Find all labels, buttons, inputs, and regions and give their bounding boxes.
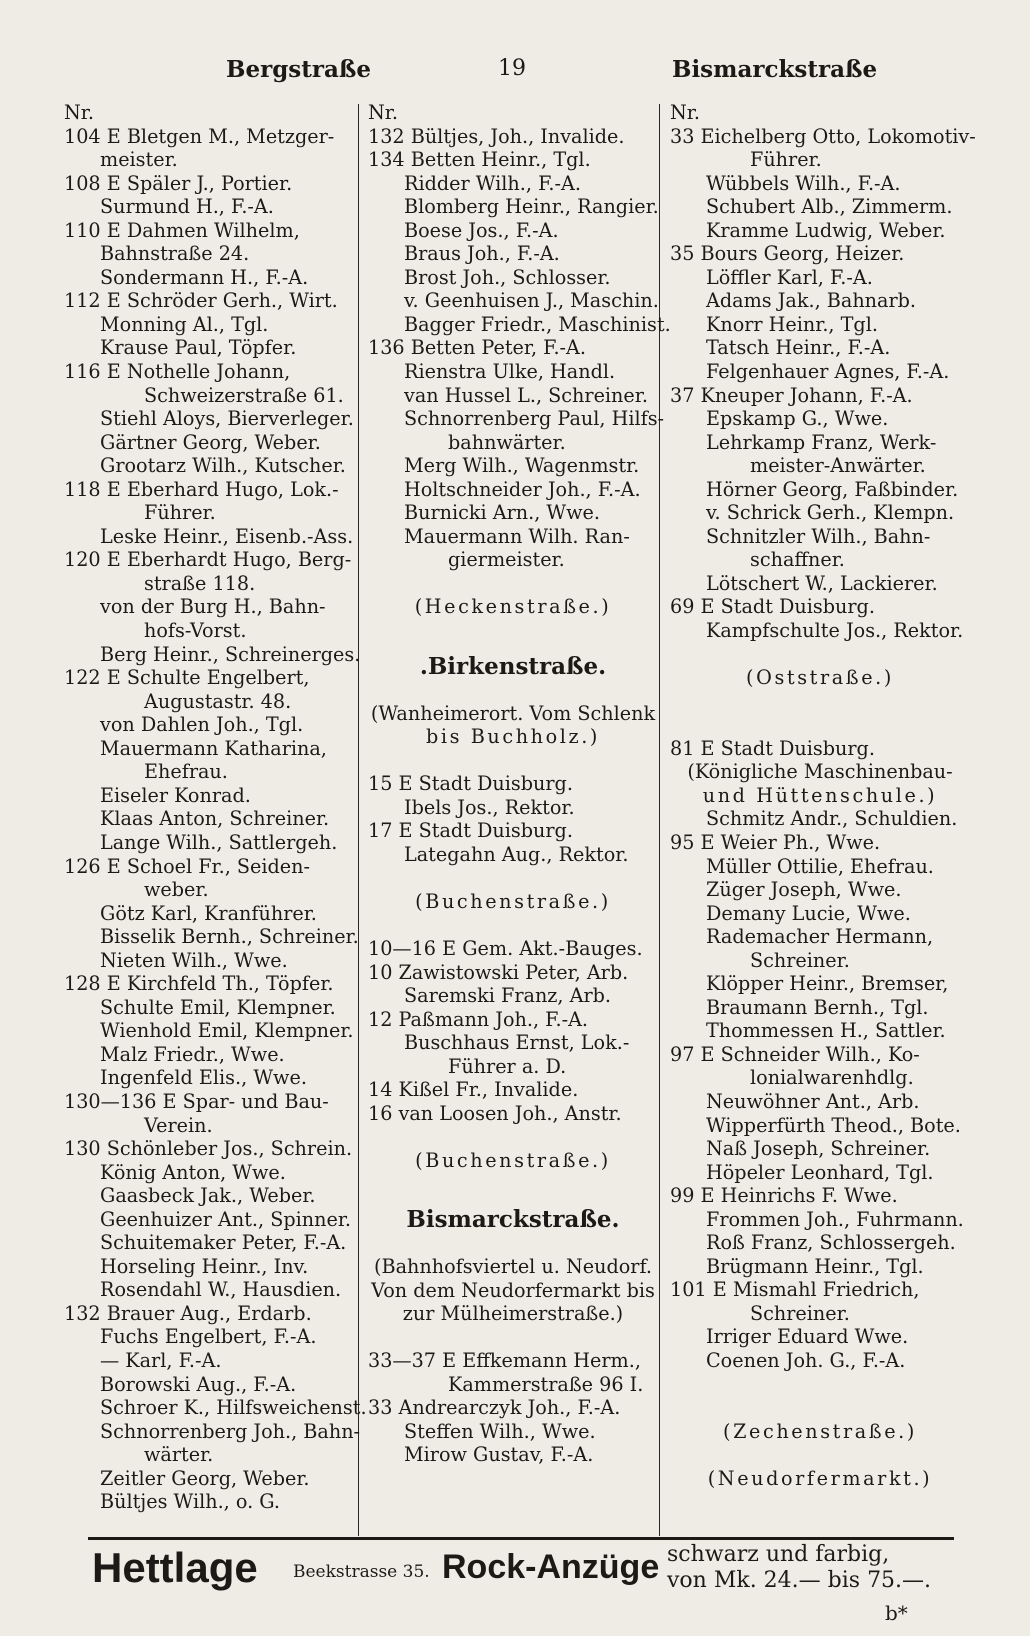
directory-entry: Wipperfürth Theod., Bote. bbox=[706, 1113, 961, 1137]
directory-entry: Gaasbeck Jak., Weber. bbox=[100, 1184, 316, 1208]
page-header bbox=[0, 56, 1030, 96]
section-note: Von dem Neudorfermarkt bis bbox=[371, 1278, 655, 1302]
spacer bbox=[670, 1396, 970, 1420]
directory-entry: 37 Kneuper Johann, F.-A. bbox=[670, 383, 913, 407]
spacer bbox=[368, 1173, 658, 1197]
directory-entry: Klaas Anton, Schreiner. bbox=[100, 807, 330, 831]
directory-entry: Krause Paul, Töpfer. bbox=[100, 336, 297, 360]
directory-entry: Roß Franz, Schlossergeh. bbox=[706, 1231, 956, 1255]
directory-entry: Ridder Wilh., F.-A. bbox=[404, 171, 581, 195]
directory-entry: 10 Zawistowski Peter, Arb. bbox=[368, 960, 629, 984]
directory-entry: Müller Ottilie, Ehefrau. bbox=[706, 854, 934, 878]
directory-entry: Geenhuizer Ant., Spinner. bbox=[100, 1207, 352, 1231]
directory-entry: 81 E Stadt Duisburg. bbox=[670, 736, 875, 760]
section-note: (Bahnhofsviertel u. Neudorf. bbox=[374, 1255, 652, 1279]
spacer bbox=[670, 1443, 970, 1467]
directory-entry: 104 E Bletgen M., Metzger- bbox=[64, 124, 335, 148]
directory-entry: 116 E Nothelle Johann, bbox=[64, 360, 291, 384]
directory-entry: Kramme Ludwig, Weber. bbox=[706, 218, 946, 242]
directory-entry: 99 E Heinrichs F. Wwe. bbox=[670, 1184, 898, 1208]
directory-entry: Saremski Franz, Arb. bbox=[404, 984, 612, 1008]
directory-entry: wärter. bbox=[144, 1443, 214, 1467]
spacer bbox=[368, 1125, 658, 1149]
directory-entry: Kammerstraße 96 I. bbox=[448, 1372, 644, 1396]
directory-entry: 35 Bours Georg, Heizer. bbox=[670, 242, 905, 266]
directory-entry: 128 E Kirchfeld Th., Töpfer. bbox=[64, 972, 334, 996]
directory-entry: 132 Bültjes, Joh., Invalide. bbox=[368, 124, 625, 148]
directory-entry: 12 Paßmann Joh., F.-A. bbox=[368, 1007, 589, 1031]
directory-entry: Sondermann H., F.-A. bbox=[100, 265, 309, 289]
section-note: zur Mülheimerstraße.) bbox=[402, 1302, 624, 1326]
directory-entry: van Hussel L., Schreiner. bbox=[404, 383, 648, 407]
directory-entry: Lategahn Aug., Rektor. bbox=[404, 842, 629, 866]
directory-entry: Brost Joh., Schlosser. bbox=[404, 265, 611, 289]
directory-entry: Nieten Wilh., Wwe. bbox=[100, 948, 288, 972]
directory-entry: Lange Wilh., Sattlergeh. bbox=[100, 830, 338, 854]
directory-entry: Zeitler Georg, Weber. bbox=[100, 1466, 310, 1490]
directory-entry: Ingenfeld Elis., Wwe. bbox=[100, 1066, 307, 1090]
directory-entry: Schulte Emil, Klempner. bbox=[100, 995, 336, 1019]
directory-entry: Höpeler Leonhard, Tgl. bbox=[706, 1160, 934, 1184]
directory-entry: Führer a. D. bbox=[448, 1054, 567, 1078]
section-note: (Neudorfermarkt.) bbox=[707, 1466, 933, 1490]
directory-entry: Tatsch Heinr., F.-A. bbox=[706, 336, 891, 360]
spacer bbox=[368, 749, 658, 773]
ad-brand: Hettlage bbox=[92, 1544, 258, 1591]
section-note: (Oststraße.) bbox=[746, 666, 894, 690]
directory-entry: Braumann Bernh., Tgl. bbox=[706, 995, 929, 1019]
directory-entry: Burnicki Arn., Wwe. bbox=[404, 501, 601, 525]
directory-entry: Lötschert W., Lackierer. bbox=[706, 571, 938, 595]
directory-entry: Grootarz Wilh., Kutscher. bbox=[100, 454, 346, 478]
directory-entry: 101 E Mismahl Friedrich, bbox=[670, 1278, 920, 1302]
directory-entry: Augustastr. 48. bbox=[144, 689, 292, 713]
spacer bbox=[368, 1326, 658, 1350]
directory-entry: Mauermann Katharina, bbox=[100, 736, 327, 760]
spacer bbox=[368, 619, 658, 643]
directory-entry: Rosendahl W., Hausdien. bbox=[100, 1278, 342, 1302]
directory-entry: hofs-Vorst. bbox=[144, 619, 247, 643]
directory-entry: Monning Al., Tgl. bbox=[100, 312, 269, 336]
directory-entry: 10—16 E Gem. Akt.-Bauges. bbox=[368, 937, 643, 961]
header-left-street: Bergstraße bbox=[226, 56, 371, 83]
directory-entry: 120 E Eberhardt Hugo, Berg- bbox=[64, 548, 352, 572]
street-heading: .Birkenstraße. bbox=[419, 652, 607, 680]
directory-entry: Schreiner. bbox=[750, 948, 850, 972]
directory-entry: Schnitzler Wilh., Bahn- bbox=[706, 524, 931, 548]
directory-entry: 122 E Schulte Engelbert, bbox=[64, 666, 310, 690]
directory-entry: Eiseler Konrad. bbox=[100, 783, 251, 807]
directory-entry: Boese Jos., F.-A. bbox=[404, 218, 559, 242]
directory-entry: Malz Friedr., Wwe. bbox=[100, 1042, 285, 1066]
directory-entry: Felgenhauer Agnes, F.-A. bbox=[706, 360, 950, 384]
directory-entry: Bisselik Bernh., Schreiner. bbox=[100, 925, 359, 949]
directory-entry: 17 E Stadt Duisburg. bbox=[368, 819, 573, 843]
ad-product: Rock-Anzüge bbox=[442, 1548, 660, 1586]
directory-entry: Braus Joh., F.-A. bbox=[404, 242, 560, 266]
directory-entry: 69 E Stadt Duisburg. bbox=[670, 595, 875, 619]
spacer bbox=[670, 690, 970, 714]
directory-entry: meister-Anwärter. bbox=[750, 454, 926, 478]
section-note: (Buchenstraße.) bbox=[415, 1148, 611, 1172]
directory-entry: Schuitemaker Peter, F.-A. bbox=[100, 1231, 347, 1255]
directory-entry: 110 E Dahmen Wilhelm, bbox=[64, 218, 300, 242]
directory-entry: Fuchs Engelbert, F.-A. bbox=[100, 1325, 317, 1349]
spacer bbox=[670, 1373, 970, 1397]
directory-entry: 95 E Weier Ph., Wwe. bbox=[670, 830, 881, 854]
directory-entry: Rademacher Hermann, bbox=[706, 925, 934, 949]
directory-entry: Gärtner Georg, Weber. bbox=[100, 430, 321, 454]
directory-entry: Brügmann Heinr., Tgl. bbox=[706, 1254, 924, 1278]
directory-entry: v. Geenhuisen J., Maschin. bbox=[404, 289, 659, 313]
directory-entry: 33—37 E Effkemann Herm., bbox=[368, 1349, 641, 1373]
spacer bbox=[670, 713, 970, 737]
ad-address: Beekstrasse 35. bbox=[293, 1562, 430, 1582]
directory-entry: Rienstra Ulke, Handl. bbox=[404, 360, 616, 384]
spacer bbox=[368, 866, 658, 890]
column-middle bbox=[368, 101, 671, 1467]
directory-entry: 33 Eichelberg Otto, Lokomotiv- bbox=[670, 124, 976, 148]
directory-entry: Surmund H., F.-A. bbox=[100, 195, 274, 219]
directory-entry: Adams Jak., Bahnarb. bbox=[706, 289, 917, 313]
directory-entry: Schroer K., Hilfsweichenst. bbox=[100, 1396, 367, 1420]
directory-entry: 15 E Stadt Duisburg. bbox=[368, 772, 573, 796]
street-heading: Bismarckstraße. bbox=[406, 1206, 620, 1234]
section-note: (Buchenstraße.) bbox=[415, 889, 611, 913]
column-right bbox=[670, 101, 976, 1490]
directory-entry: Knorr Heinr., Tgl. bbox=[706, 312, 878, 336]
directory-entry: 16 van Loosen Joh., Anstr. bbox=[368, 1101, 622, 1125]
section-note: und Hüttenschule.) bbox=[702, 783, 938, 807]
directory-entry: Mauermann Wilh. Ran- bbox=[404, 524, 630, 548]
directory-entry: 130 Schönleber Jos., Schrein. bbox=[64, 1137, 353, 1161]
directory-entry: Coenen Joh. G., F.-A. bbox=[706, 1348, 906, 1372]
printer-signature: b* bbox=[885, 1601, 908, 1625]
directory-entry: Nr. bbox=[670, 101, 700, 124]
directory-entry: Wienhold Emil, Klempner. bbox=[100, 1019, 354, 1043]
section-note: (Wanheimerort. Vom Schlenk bbox=[370, 701, 656, 725]
directory-entry: Wübbels Wilh., F.-A. bbox=[706, 171, 901, 195]
directory-entry: 14 Kißel Fr., Invalide. bbox=[368, 1078, 579, 1102]
directory-entry: Nr. bbox=[64, 101, 94, 124]
directory-entry: Buschhaus Ernst, Lok.- bbox=[404, 1031, 630, 1055]
directory-entry: von der Burg H., Bahn- bbox=[100, 595, 326, 619]
directory-entry: Schubert Alb., Zimmerm. bbox=[706, 195, 953, 219]
directory-entry: Thommessen H., Sattler. bbox=[706, 1019, 946, 1043]
section-note: bis Buchholz.) bbox=[425, 725, 601, 749]
column-divider bbox=[358, 104, 359, 1536]
directory-entry: Frommen Joh., Fuhrmann. bbox=[706, 1207, 964, 1231]
directory-entry: Irriger Eduard Wwe. bbox=[706, 1325, 909, 1349]
directory-entry: Horseling Heinr., Inv. bbox=[100, 1254, 309, 1278]
directory-entry: 97 E Schneider Wilh., Ko- bbox=[670, 1042, 920, 1066]
directory-entry: Mirow Gustav, F.-A. bbox=[404, 1443, 594, 1467]
directory-entry: Bültjes Wilh., o. G. bbox=[100, 1490, 281, 1514]
directory-entry: Kampfschulte Jos., Rektor. bbox=[706, 619, 964, 643]
directory-entry: Blomberg Heinr., Rangier. bbox=[404, 195, 659, 219]
advertisement bbox=[0, 1542, 1030, 1612]
directory-entry: Bahnstraße 24. bbox=[100, 242, 250, 266]
directory-entry: 33 Andrearczyk Joh., F.-A. bbox=[368, 1396, 621, 1420]
directory-entry: 134 Betten Heinr., Tgl. bbox=[368, 148, 591, 172]
directory-entry: 126 E Schoel Fr., Seiden- bbox=[64, 854, 311, 878]
directory-entry: von Dahlen Joh., Tgl. bbox=[100, 713, 304, 737]
directory-entry: Leske Heinr., Eisenb.-Ass. bbox=[100, 524, 354, 548]
section-note: (Zechenstraße.) bbox=[723, 1419, 917, 1443]
directory-entry: Ibels Jos., Rektor. bbox=[404, 795, 575, 819]
directory-entry: Nr. bbox=[368, 101, 398, 124]
directory-entry: Bagger Friedr., Maschinist. bbox=[404, 312, 671, 336]
directory-entry: Demany Lucie, Wwe. bbox=[706, 901, 911, 925]
directory-entry: Klöpper Heinr., Bremser, bbox=[706, 972, 949, 996]
spacer bbox=[670, 643, 970, 667]
directory-entry: Holtschneider Joh., F.-A. bbox=[404, 477, 641, 501]
directory-entry: Schweizerstraße 61. bbox=[144, 383, 344, 407]
directory-entry: Verein. bbox=[144, 1113, 213, 1137]
directory-entry: Führer. bbox=[144, 501, 216, 525]
directory-entry: lonialwarenhdlg. bbox=[750, 1066, 914, 1090]
spacer bbox=[368, 1243, 658, 1255]
directory-entry: bahnwärter. bbox=[448, 430, 566, 454]
directory-entry: schaffner. bbox=[750, 548, 845, 572]
directory-entry: Lehrkamp Franz, Werk- bbox=[706, 430, 937, 454]
page-number: 19 bbox=[498, 56, 526, 81]
directory-entry: Schnorrenberg Joh., Bahn- bbox=[100, 1419, 361, 1443]
directory-entry: 112 E Schröder Gerh., Wirt. bbox=[64, 289, 338, 313]
directory-entry: 130—136 E Spar- und Bau- bbox=[64, 1089, 329, 1113]
ad-tagline: von Mk. 24.— bis 75.—. bbox=[667, 1568, 932, 1593]
directory-entry: Führer. bbox=[750, 148, 822, 172]
directory-entry: 118 E Eberhard Hugo, Lok.- bbox=[64, 477, 339, 501]
directory-entry: Neuwöhner Ant., Arb. bbox=[706, 1089, 920, 1113]
spacer bbox=[368, 572, 658, 596]
directory-entry: Steffen Wilh., Wwe. bbox=[404, 1419, 596, 1443]
directory-entry: — Karl, F.-A. bbox=[100, 1348, 222, 1372]
directory-entry: Züger Joseph, Wwe. bbox=[706, 878, 902, 902]
directory-entry: Löffler Karl, F.-A. bbox=[706, 265, 873, 289]
column-left bbox=[64, 101, 367, 1514]
directory-entry: Borowski Aug., F.-A. bbox=[100, 1372, 297, 1396]
directory-entry: König Anton, Wwe. bbox=[100, 1160, 286, 1184]
directory-entry: Götz Karl, Kranführer. bbox=[100, 901, 317, 925]
header-right-street: Bismarckstraße bbox=[672, 56, 878, 83]
directory-entry: 108 E Späler J., Portier. bbox=[64, 171, 293, 195]
directory-entry: Schmitz Andr., Schuldien. bbox=[706, 807, 958, 831]
footer-rule bbox=[88, 1537, 954, 1540]
directory-entry: straße 118. bbox=[144, 571, 256, 595]
directory-entry: v. Schrick Gerh., Klempn. bbox=[706, 501, 955, 525]
spacer bbox=[368, 690, 658, 702]
directory-entry: meister. bbox=[100, 148, 178, 172]
directory-entry: Naß Joseph, Schreiner. bbox=[706, 1137, 931, 1161]
directory-entry: Ehefrau. bbox=[144, 760, 228, 784]
directory-entry: 132 Brauer Aug., Erdarb. bbox=[64, 1301, 312, 1325]
directory-entry: Epskamp G., Wwe. bbox=[706, 407, 889, 431]
directory-entry: weber. bbox=[144, 878, 209, 902]
directory-entry: Stiehl Aloys, Bierverleger. bbox=[100, 407, 354, 431]
directory-entry: Merg Wilh., Wagenmstr. bbox=[404, 454, 640, 478]
section-note: (Heckenstraße.) bbox=[414, 595, 612, 619]
directory-entry: 136 Betten Peter, F.-A. bbox=[368, 336, 587, 360]
ad-tagline: schwarz und farbig, bbox=[667, 1542, 890, 1567]
directory-entry: giermeister. bbox=[448, 548, 565, 572]
directory-entry: Schreiner. bbox=[750, 1301, 850, 1325]
directory-entry: Berg Heinr., Schreinerges. bbox=[100, 642, 361, 666]
section-note: (Königliche Maschinenbau- bbox=[687, 760, 953, 784]
directory-entry: Schnorrenberg Paul, Hilfs- bbox=[404, 407, 665, 431]
spacer bbox=[368, 914, 658, 938]
directory-entry: Hörner Georg, Faßbinder. bbox=[706, 477, 959, 501]
